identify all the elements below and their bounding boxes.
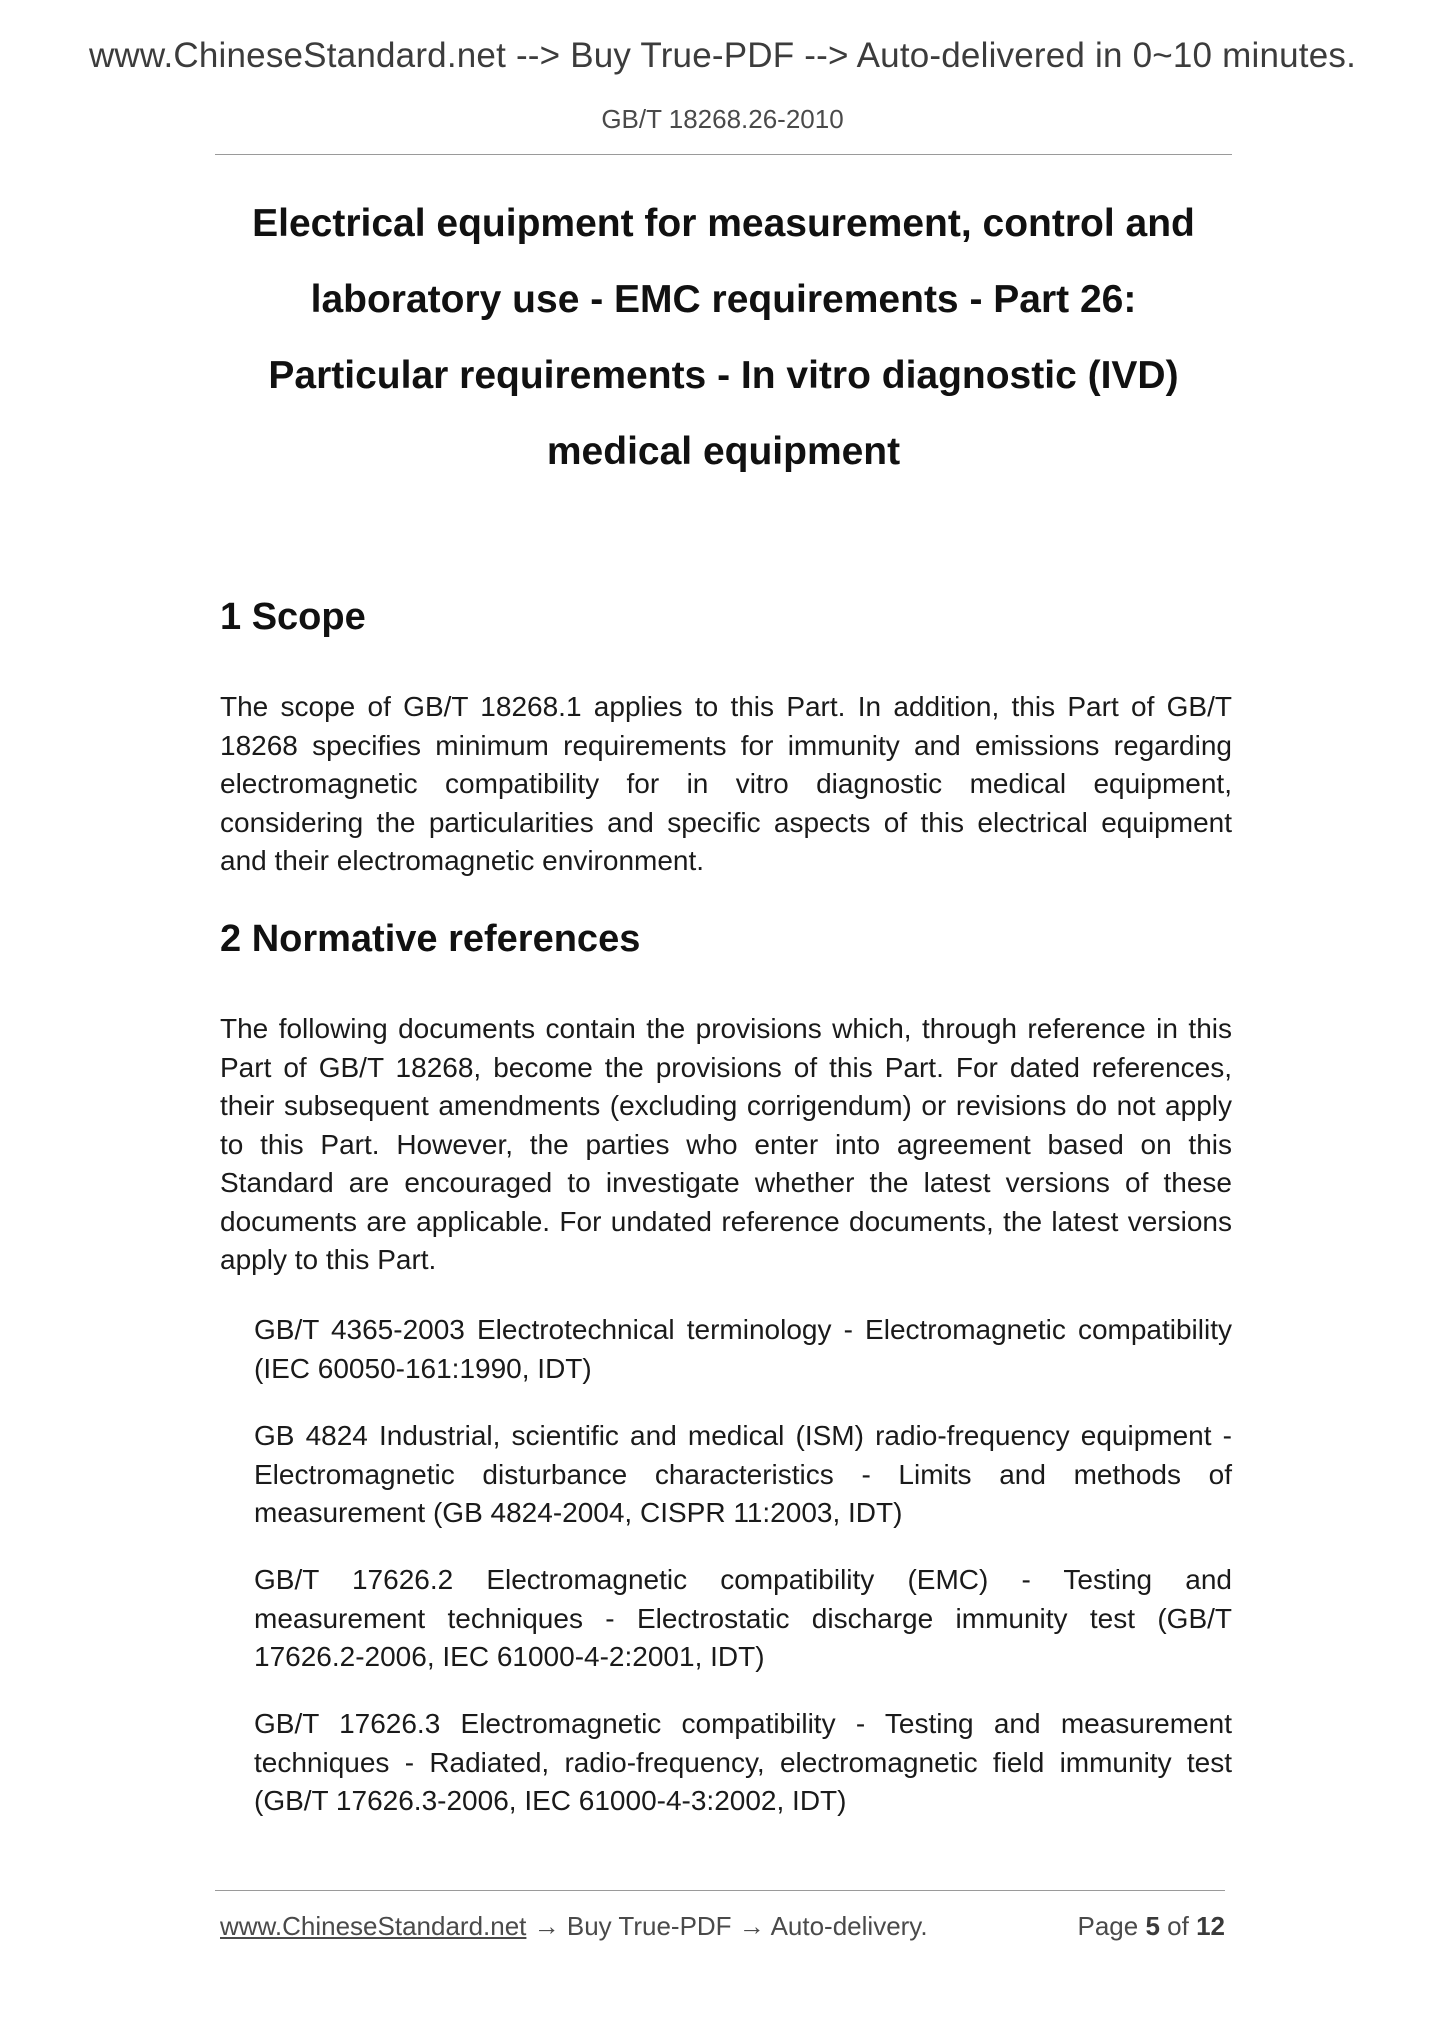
normative-references-heading: 2 Normative references xyxy=(220,918,641,960)
title-line: laboratory use - EMC requirements - Part 26: xyxy=(310,278,1137,321)
document-title xyxy=(215,186,1232,490)
footer-site-link[interactable]: www.ChineseStandard.net xyxy=(220,1911,527,1941)
title-line: medical equipment xyxy=(546,430,901,473)
standard-code: GB/T 18268.26-2010 xyxy=(601,104,844,134)
page-indicator xyxy=(1077,1911,1225,1942)
footer-tagline: → Buy True-PDF → Auto-delivery. xyxy=(526,1911,928,1941)
title-line: Electrical equipment for measurement, control and xyxy=(252,202,1195,245)
scope-paragraph: The scope of GB/T 18268.1 applies to this Part. In addition, this Part of GB/T 18268 specifies minimum requirements for immunity and emissions regarding electromagnetic compatibility for in vitro diagnostic medical equipment, considering the particularities and specific aspects of this electrical equipment and their electromagnetic environment. xyxy=(220,691,1232,876)
footer xyxy=(220,1911,1225,1942)
reference-item: GB 4824 Industrial, scientific and medical (ISM) radio-frequency equipment - Electromagnetic disturbance characteristics - Limits and methods of measurement (GB 4824-2004, CISPR 11:2003, IDT) xyxy=(254,1420,1232,1528)
footer-divider xyxy=(215,1890,1225,1891)
reference-item: GB/T 17626.3 Electromagnetic compatibility - Testing and measurement techniques - Radiated, radio-frequency, electromagnetic field immunity test (GB/T 17626.3-2006, IEC 61000-4-3:2002, IDT) xyxy=(254,1708,1232,1816)
page-label: Page xyxy=(1077,1911,1139,1941)
reference-item: GB/T 4365-2003 Electrotechnical terminology - Electromagnetic compatibility (IEC 60050-161:1990, IDT) xyxy=(254,1314,1232,1384)
scope-heading: 1 Scope xyxy=(220,596,366,638)
page-total: 12 xyxy=(1196,1911,1225,1941)
title-line: Particular requirements - In vitro diagnostic (IVD) xyxy=(268,354,1179,397)
page-current: 5 xyxy=(1145,1911,1160,1941)
header-banner: www.ChineseStandard.net --> Buy True-PDF --> Auto-delivered in 0~10 minutes. xyxy=(88,36,1357,75)
normative-references-paragraph: The following documents contain the provisions which, through reference in this Part of GB/T 18268, become the provisions of this Part. For dated references, their subsequent amendments (excluding corrigendum) or revisions do not apply to this Part. However, the parties who enter into agreement based on this Standard are encouraged to investigate whether the latest versions of these documents are applicable. For undated reference documents, the latest versions apply to this Part. xyxy=(220,1013,1232,1275)
header-divider xyxy=(215,154,1232,155)
of-label: of xyxy=(1167,1911,1189,1941)
reference-item: GB/T 17626.2 Electromagnetic compatibility (EMC) - Testing and measurement techniques - Electrostatic discharge immunity test (GB/T 17626.2-2006, IEC 61000-4-2:2001, IDT) xyxy=(254,1564,1232,1672)
